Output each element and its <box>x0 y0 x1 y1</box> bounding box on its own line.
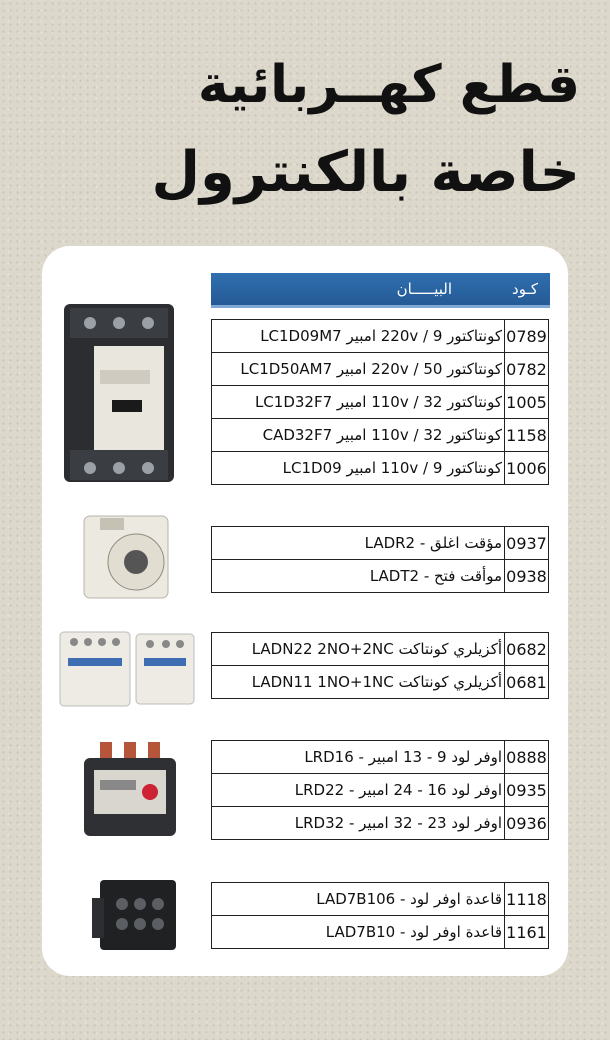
overload-base-image <box>90 878 184 954</box>
table-row <box>212 353 548 386</box>
table-contactors <box>211 319 549 485</box>
header-code: كـود <box>512 280 538 298</box>
row-code: 1005 <box>504 386 548 418</box>
table-timers <box>211 526 549 593</box>
table-overload-bases <box>211 882 549 949</box>
table-overload-relays <box>211 740 549 840</box>
row-description: كونتاكتور 110v / 32 امبير CAD32F7 <box>262 426 502 444</box>
row-code: 0936 <box>504 807 548 839</box>
row-code: 0938 <box>504 560 548 592</box>
row-code: 1006 <box>504 452 548 484</box>
auxiliary-contact-image <box>58 630 198 708</box>
header-description: البيـــــان <box>396 280 452 298</box>
table-row <box>212 883 548 916</box>
row-description: اوفر لود 16 - 24 امبير - LRD22 <box>294 781 502 799</box>
table-row <box>212 386 548 419</box>
table-row <box>212 320 548 353</box>
table-row <box>212 633 548 666</box>
row-description: أكزيلري كونتاكت LADN11 1NO+1NC <box>251 673 502 691</box>
table-row <box>212 807 548 840</box>
row-description: قاعدة اوفر لود - LAD7B10 <box>325 923 502 941</box>
row-code: 0888 <box>504 741 548 773</box>
row-code: 0682 <box>504 633 548 665</box>
row-code: 1158 <box>504 419 548 451</box>
row-description: قاعدة اوفر لود - LAD7B106 <box>316 890 502 908</box>
table-auxiliary-contacts <box>211 632 549 699</box>
table-row <box>212 916 548 949</box>
table-row <box>212 527 548 560</box>
table-row <box>212 666 548 699</box>
table-row <box>212 419 548 452</box>
row-description: كونتاكتور 220v / 50 امبير LC1D50AM7 <box>240 360 502 378</box>
table-row <box>212 452 548 485</box>
contactor-image <box>60 300 178 485</box>
table-row <box>212 560 548 593</box>
row-description: كونتاكتور 110v / 9 امبير LC1D09 <box>282 459 502 477</box>
table-row <box>212 774 548 807</box>
row-code: 1118 <box>504 883 548 915</box>
row-code: 1161 <box>504 916 548 948</box>
page-title-line1: قطع كهــربائية <box>197 55 580 115</box>
row-code: 0681 <box>504 666 548 698</box>
page-title-line2: خاصة بالكنترول <box>151 140 580 205</box>
row-code: 0782 <box>504 353 548 385</box>
row-code: 0937 <box>504 527 548 559</box>
table-row <box>212 741 548 774</box>
row-description: اوفر لود 9 - 13 امبير - LRD16 <box>304 748 502 766</box>
row-description: موأقت فتح - LADT2 <box>369 567 502 585</box>
table-header <box>211 273 550 308</box>
row-description: مؤقت اغلق - LADR2 <box>364 534 502 552</box>
row-description: اوفر لود 23 - 32 امبير - LRD32 <box>294 814 502 832</box>
row-description: كونتاكتور 110v / 32 امبير LC1D32F7 <box>254 393 502 411</box>
row-code: 0935 <box>504 774 548 806</box>
overload-relay-image <box>80 740 180 840</box>
row-description: أكزيلري كونتاكت LADN22 2NO+2NC <box>251 640 502 658</box>
timer-image <box>78 512 174 602</box>
row-code: 0789 <box>504 320 548 352</box>
row-description: كونتاكتور 220v / 9 امبير LC1D09M7 <box>260 327 502 345</box>
